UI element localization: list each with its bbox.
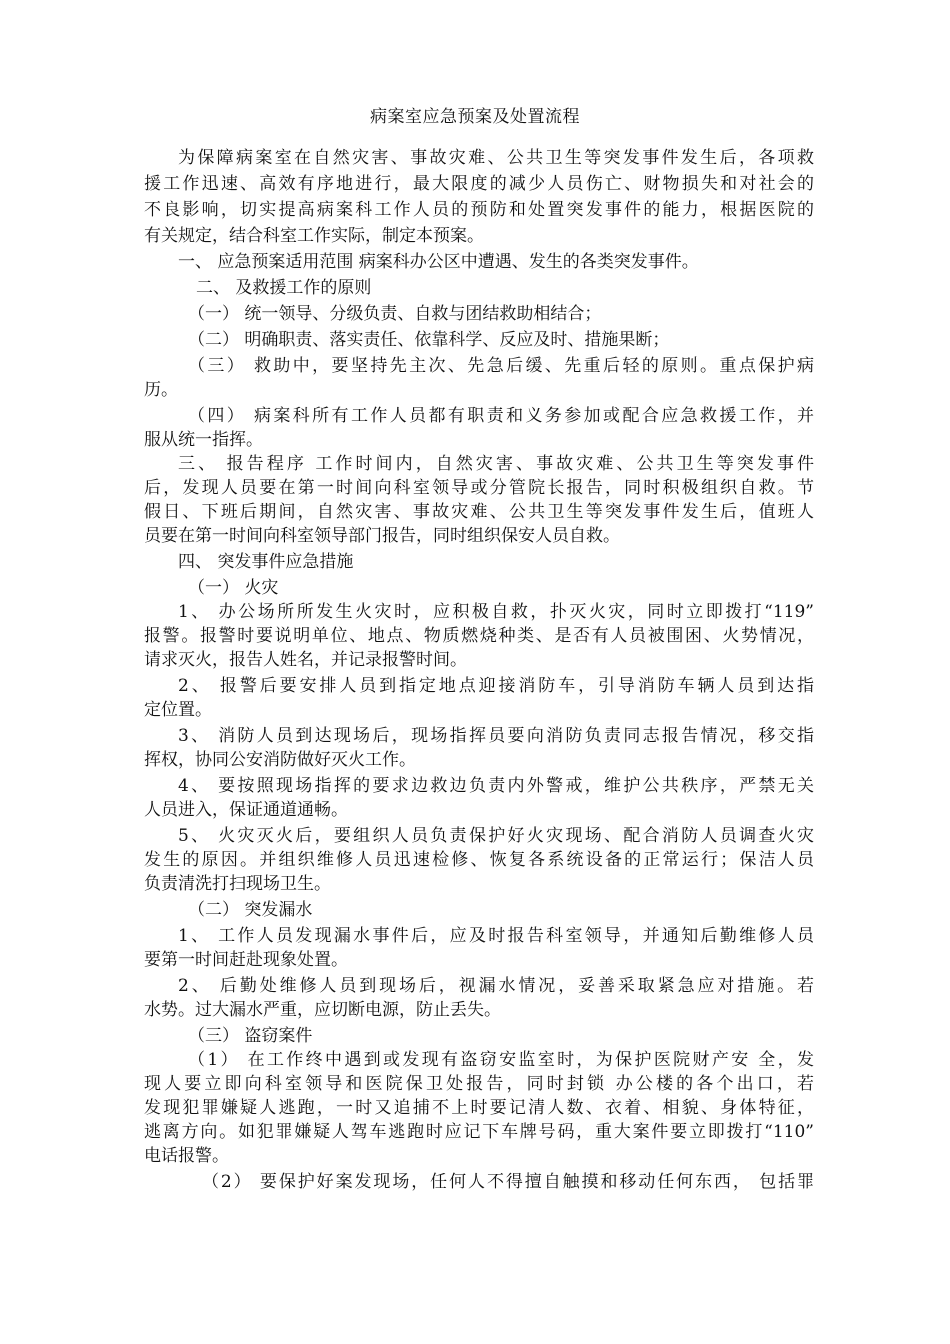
paragraph-line: 不良影响，切实提高病案科工作人员的预防和处置突发事件的能力，根据医院的 — [144, 200, 814, 220]
list-item: 请求灭火，报告人姓名，并记录报警时间。 — [144, 650, 467, 670]
list-item: （三） 救助中，要坚持先主次、先急后缓、先重后轻的原则。重点保护病 — [188, 356, 814, 376]
list-item: 水势。过大漏水严重，应切断电源，防止丢失。 — [144, 1000, 501, 1020]
list-item: （二） 明确职责、落实责任、依靠科学、反应及时、措施果断； — [188, 330, 670, 350]
list-item: （1） 在工作终中遇到或发现有盗窃安监室时，为保护医院财产安 全，发 — [188, 1050, 814, 1070]
subsection-heading: （二） 突发漏水 — [188, 900, 313, 920]
list-item: 1、 工作人员发现漏水事件后，应及时报告科室领导，并通知后勤维修人员 — [178, 926, 814, 946]
list-item: 5、 火灾灭火后，要组织人员负责保护好火灾现场、配合消防人员调查火灾 — [178, 826, 814, 846]
paragraph-line: 后，发现人员要在第一时间向科室领导或分管院长报告，同时积极组织自救。节 — [144, 478, 814, 498]
document-title: 病案室应急预案及处置流程 — [370, 107, 580, 127]
list-item: 现人要立即向科室领导和医院保卫处报告，同时封锁 办公楼的各个出口，若 — [144, 1074, 814, 1094]
paragraph-line: 为保障病案室在自然灾害、事故灾难、公共卫生等突发事件发生后，各项救 — [178, 148, 814, 168]
list-item: 服从统一指挥。 — [144, 430, 263, 450]
list-item: 发生的原因。并组织维修人员迅速检修、恢复各系统设备的正常运行；保洁人员 — [144, 850, 814, 870]
list-item: 1、 办公场所所发生火灾时，应积极自救，扑灭火灾，同时立即拨打“119” — [178, 602, 814, 622]
subsection-heading: （三） 盗窃案件 — [188, 1026, 313, 1046]
list-item: 要第一时间赶赴现象处置。 — [144, 950, 348, 970]
list-item: 2、 后勤处维修人员到现场后，视漏水情况，妥善采取紧急应对措施。若 — [178, 976, 814, 996]
list-item: 3、 消防人员到达现场后，现场指挥员要向消防负责同志报告情况，移交指 — [178, 726, 814, 746]
paragraph-line: 员要在第一时间向科室领导部门报告，同时组织保安人员自救。 — [144, 526, 620, 546]
list-item: （四） 病案科所有工作人员都有职责和义务参加或配合应急救援工作，并 — [188, 406, 814, 426]
list-item: 负责清洗打扫现场卫生。 — [144, 874, 331, 894]
list-item: 人员进入，保证通道通畅。 — [144, 800, 348, 820]
list-item: 定位置。 — [144, 700, 212, 720]
paragraph-line: 有关规定，结合科室工作实际，制定本预案。 — [144, 226, 484, 246]
list-item: （一） 统一领导、分级负责、自救与团结救助相结合； — [188, 304, 602, 324]
list-item: 逃离方向。如犯罪嫌疑人驾车逃跑时应记下车牌号码，重大案件要立即拨打“110” — [144, 1122, 814, 1142]
section-heading: 一、 应急预案适用范围 病案科办公区中遭遇、发生的各类突发事件。 — [178, 252, 699, 272]
list-item: 发现犯罪嫌疑人逃跑，一时又追捕不上时要记清人数、衣着、相貌、身体特征， — [144, 1098, 814, 1118]
section-heading: 三、 报告程序 工作时间内，自然灾害、事故灾难、公共卫生等突发事件 — [178, 454, 814, 474]
list-item: 电话报警。 — [144, 1146, 229, 1166]
list-item: 报警。报警时要说明单位、地点、物质燃烧种类、是否有人员被围困、火势情况， — [144, 626, 814, 646]
list-item: 2、 报警后要安排人员到指定地点迎接消防车，引导消防车辆人员到达指 — [178, 676, 814, 696]
list-item: 挥权，协同公安消防做好灭火工作。 — [144, 750, 416, 770]
section-heading: 四、 突发事件应急措施 — [178, 552, 354, 572]
subsection-heading: （一） 火灾 — [188, 578, 279, 598]
paragraph-line: 假日、下班后期间，自然灾害、事故灾难、公共卫生等突发事件发生后，值班人 — [144, 502, 814, 522]
paragraph-line: 援工作迅速、高效有序地进行，最大限度的减少人员伤亡、财物损失和对社会的 — [144, 174, 814, 194]
section-heading: 二、 及救援工作的原则 — [196, 278, 372, 298]
list-item: （2） 要保护好案发现场，任何人不得擅自触摸和移动任何东西， 包括罪 — [202, 1172, 814, 1192]
list-item: 4、 要按照现场指挥的要求边救边负责内外警戒，维护公共秩序，严禁无关 — [178, 776, 814, 796]
list-item: 历。 — [144, 380, 178, 400]
